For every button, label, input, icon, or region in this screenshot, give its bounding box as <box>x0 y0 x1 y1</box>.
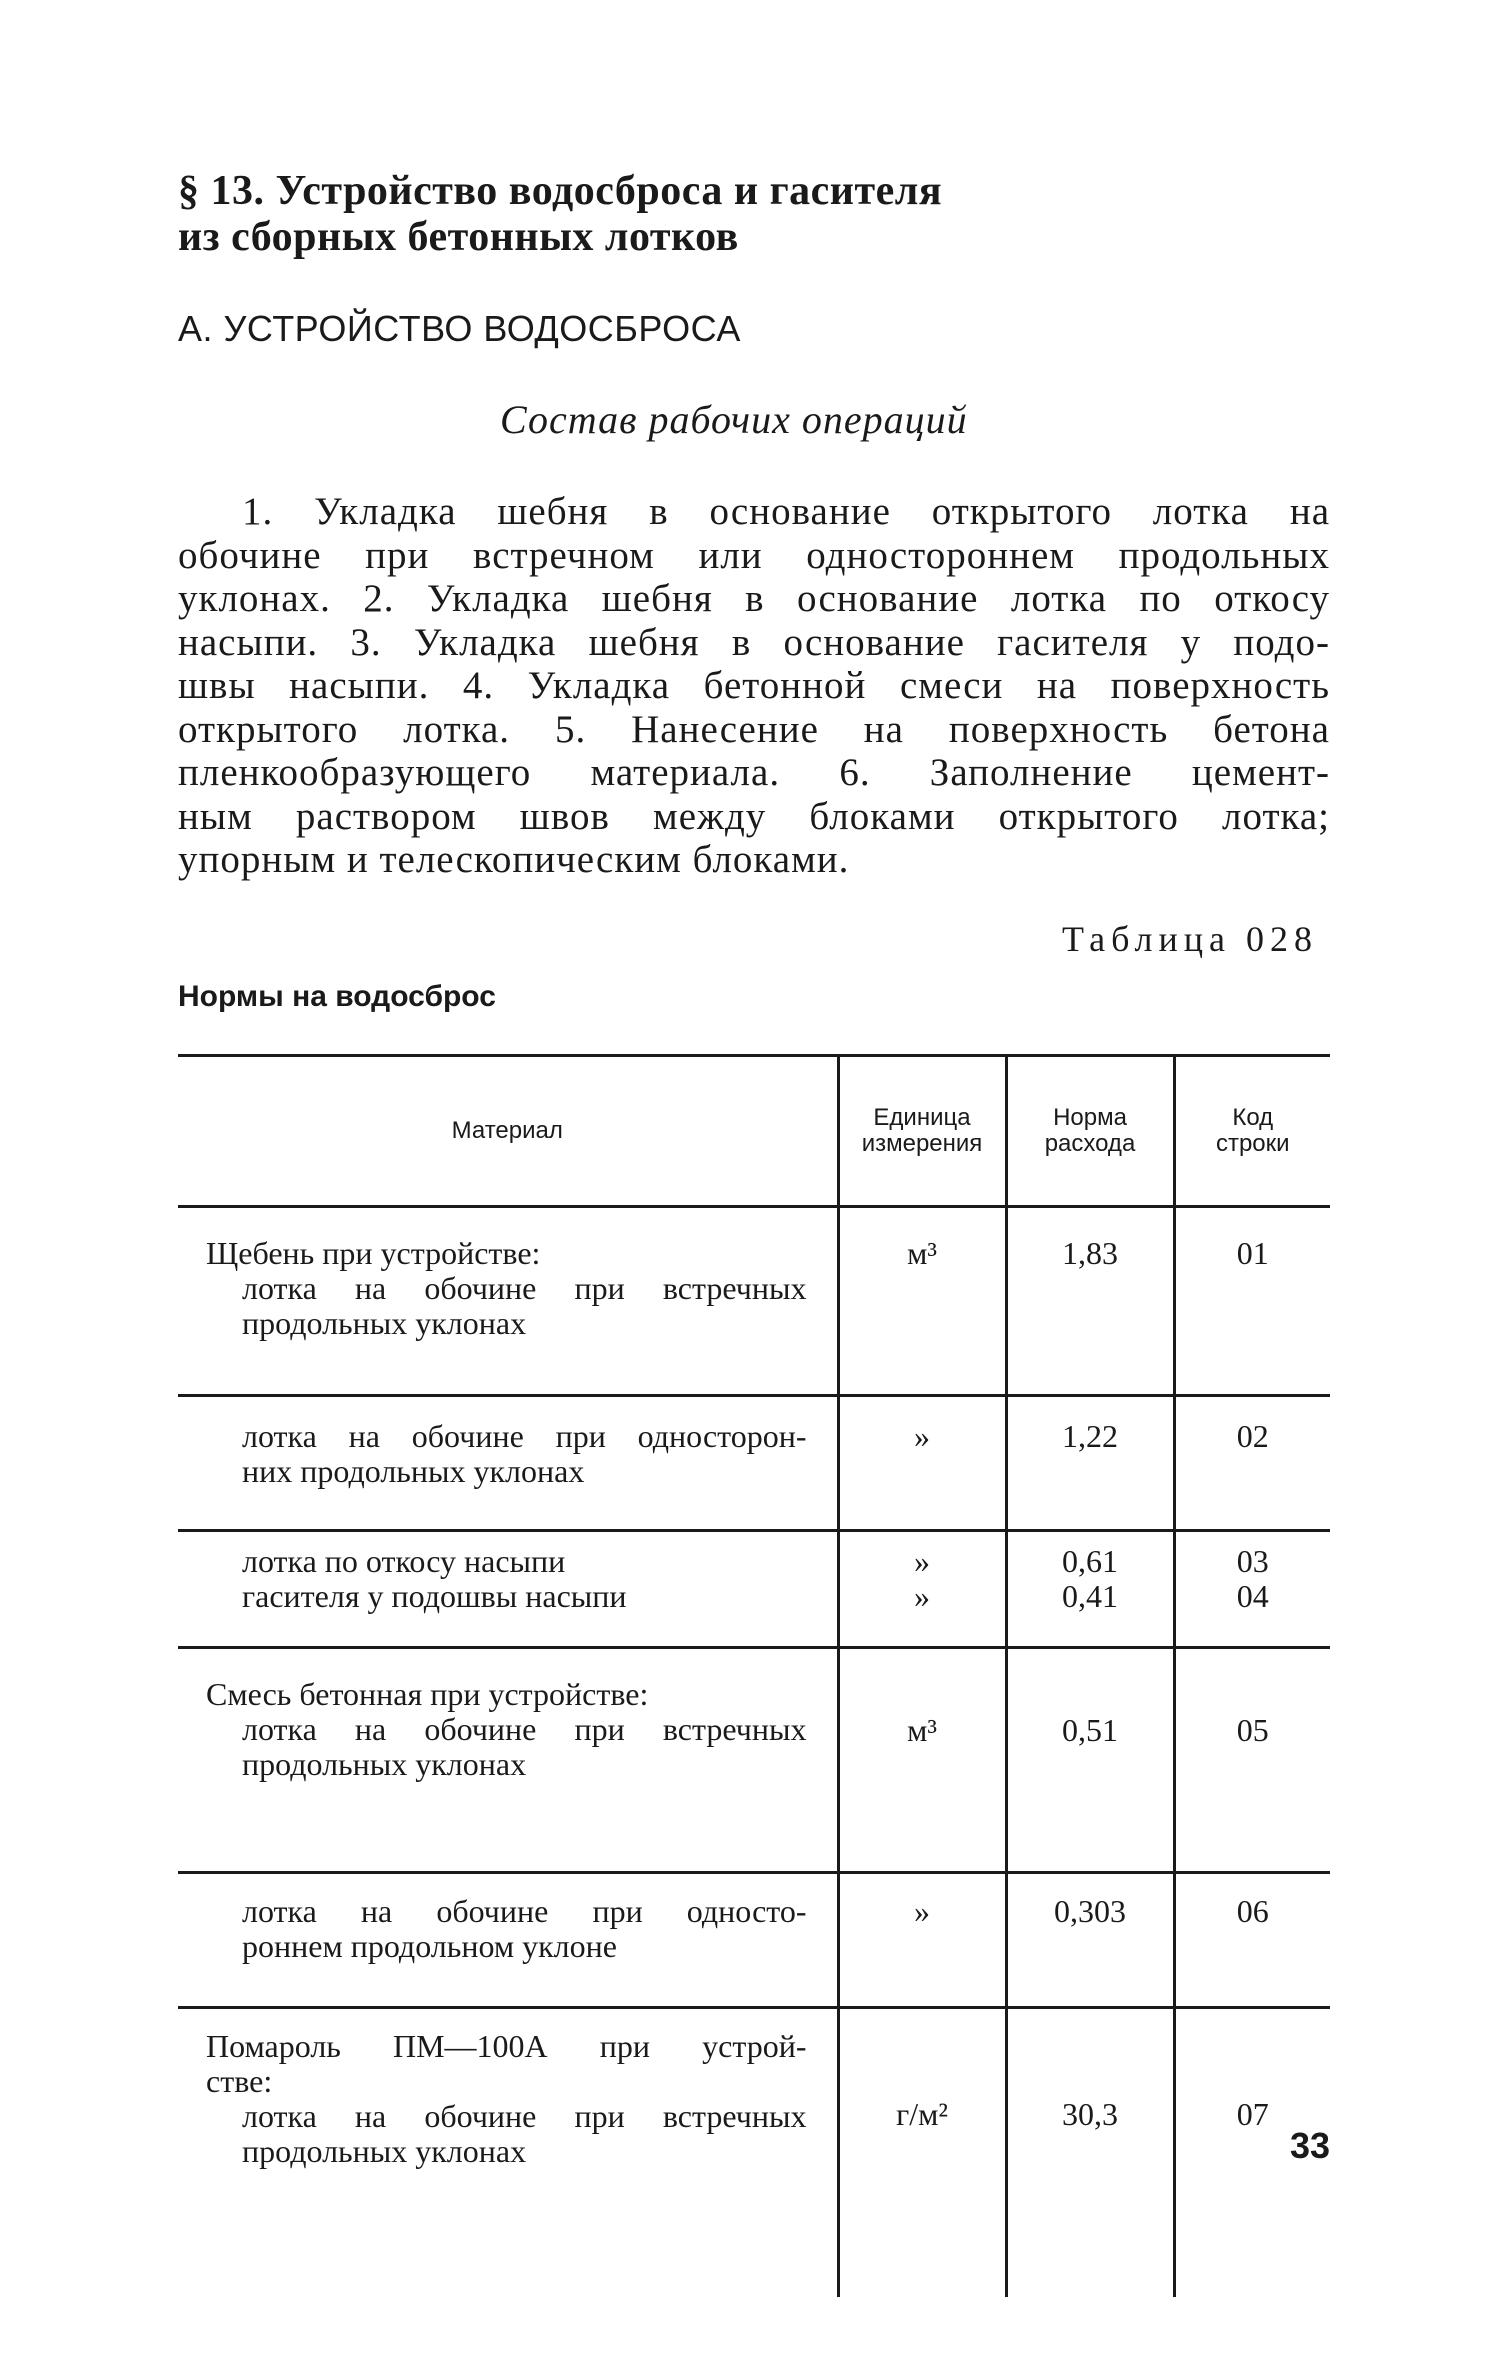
header-material <box>178 1056 838 1207</box>
unit-cell: » <box>838 1396 1006 1531</box>
operations-line: пленкообразующего материала. 6. Заполнение цемент- <box>178 751 1330 794</box>
material-item-line: них продольных уклонах <box>242 1453 585 1489</box>
code-cell <box>1174 1531 1330 1648</box>
material-cell <box>178 2008 838 2298</box>
material-group: Смесь бетонная при устройстве: <box>206 1676 649 1712</box>
section-heading <box>178 168 1328 260</box>
header-material-label: Материал <box>451 1117 563 1144</box>
norm-cell: 30,3 <box>1006 2008 1174 2298</box>
operations-title: Состав рабочих операций <box>500 397 968 442</box>
header-code-line-1: Код <box>1232 1104 1274 1131</box>
code-cell: 06 <box>1174 1873 1330 2008</box>
header-unit-line-1: Единица <box>873 1104 971 1131</box>
material-cell <box>178 1207 838 1396</box>
operations-line: уклонах. 2. Укладка шебня в основание лотка по откосу <box>178 577 1330 620</box>
material-item-line: лотка на обочине при встречных <box>242 1711 807 1747</box>
material-item-line: лотка по откосу насыпи <box>242 1543 566 1579</box>
table-row <box>178 1873 1330 2008</box>
material-item-line: лотка на обочине при односто- <box>242 1893 807 1929</box>
unit-value: » <box>914 1578 930 1614</box>
operations-paragraph <box>178 490 1330 882</box>
operations-line: открытого лотка. 5. Нанесение на поверхность бетона <box>178 707 1330 751</box>
page-number: 33 <box>1290 2125 1331 2166</box>
material-cell <box>178 1396 838 1531</box>
table-title: Нормы на водосброс <box>178 980 496 1013</box>
section-title-line-2: из сборных бетонных лотков <box>178 214 739 260</box>
table-row <box>178 2008 1330 2298</box>
operations-line: насыпи. 3. Укладка шебня в основание гасителя у подо- <box>178 620 1330 664</box>
norm-cell: 1,83 <box>1006 1207 1174 1396</box>
material-item-line: лотка на обочине при односторон- <box>242 1418 807 1454</box>
code-value: 04 <box>1236 1578 1269 1614</box>
table-row <box>178 1648 1330 1873</box>
norm-cell: 0,51 <box>1006 1648 1174 1873</box>
material-cell <box>178 1873 838 2008</box>
operations-line: 1. Укладка шебня в основание открытого лотка на <box>242 490 1330 533</box>
unit-cell: » <box>838 1873 1006 2008</box>
unit-cell: м³ <box>838 1207 1006 1396</box>
material-item-line: гасителя у подошвы насыпи <box>242 1578 627 1614</box>
header-unit-line-2: измерения <box>861 1130 983 1157</box>
norm-cell: 1,22 <box>1006 1396 1174 1531</box>
header-norm <box>1006 1056 1174 1207</box>
material-group: Щебень при устройстве: <box>206 1235 541 1271</box>
code-cell: 02 <box>1174 1396 1330 1531</box>
material-item-line: продольных уклонах <box>242 1746 527 1782</box>
code-cell: 05 <box>1174 1648 1330 1873</box>
header-norm-line-2: расхода <box>1044 1130 1136 1157</box>
table-header-row <box>178 1056 1330 1207</box>
material-item-line: лотка на обочине при встречных <box>242 1270 807 1306</box>
norms-table <box>178 1054 1330 2297</box>
table-row <box>178 1531 1330 1648</box>
unit-cell: г/м² <box>838 2008 1006 2298</box>
material-group: стве: <box>206 2063 273 2099</box>
table-row <box>178 1396 1330 1531</box>
header-code-line-2: строки <box>1215 1130 1290 1157</box>
norm-value: 0,61 <box>1062 1543 1118 1579</box>
material-item-line: продольных уклонах <box>242 2133 527 2169</box>
material-cell <box>178 1648 838 1873</box>
code-value: 03 <box>1236 1543 1269 1579</box>
section-title-line-1: § 13. Устройство водосброса и гасителя <box>178 168 943 214</box>
header-norm-line-1: Норма <box>1053 1104 1127 1131</box>
norm-cell <box>1006 1531 1174 1648</box>
norm-cell: 0,303 <box>1006 1873 1174 2008</box>
subsection-title: А. УСТРОЙСТВО ВОДОСБРОСА <box>178 308 741 349</box>
material-group: Помароль ПМ—100А при устрой- <box>206 2028 807 2064</box>
norm-value: 0,41 <box>1062 1578 1118 1614</box>
material-item-line: роннем продольном уклоне <box>242 1928 617 1964</box>
code-cell: 07 <box>1174 2008 1330 2298</box>
table-caption: Таблица 028 <box>1062 919 1318 959</box>
header-code <box>1174 1056 1330 1207</box>
operations-line: швы насыпи. 4. Укладка бетонной смеси на поверхность <box>178 664 1330 707</box>
material-item-line: лотка на обочине при встречных <box>242 2098 807 2134</box>
operations-line: упорным и телескопическим блоками. <box>178 838 850 881</box>
operations-line: обочине при встречном или одностороннем продольных <box>178 533 1330 577</box>
unit-cell <box>838 1531 1006 1648</box>
unit-value: » <box>914 1543 930 1579</box>
table-row <box>178 1207 1330 1396</box>
material-cell <box>178 1531 838 1648</box>
header-unit <box>838 1056 1006 1207</box>
code-cell: 01 <box>1174 1207 1330 1396</box>
material-item-line: продольных уклонах <box>242 1305 527 1341</box>
operations-line: ным раствором швов между блоками открытого лотка; <box>178 794 1330 838</box>
unit-cell: м³ <box>838 1648 1006 1873</box>
